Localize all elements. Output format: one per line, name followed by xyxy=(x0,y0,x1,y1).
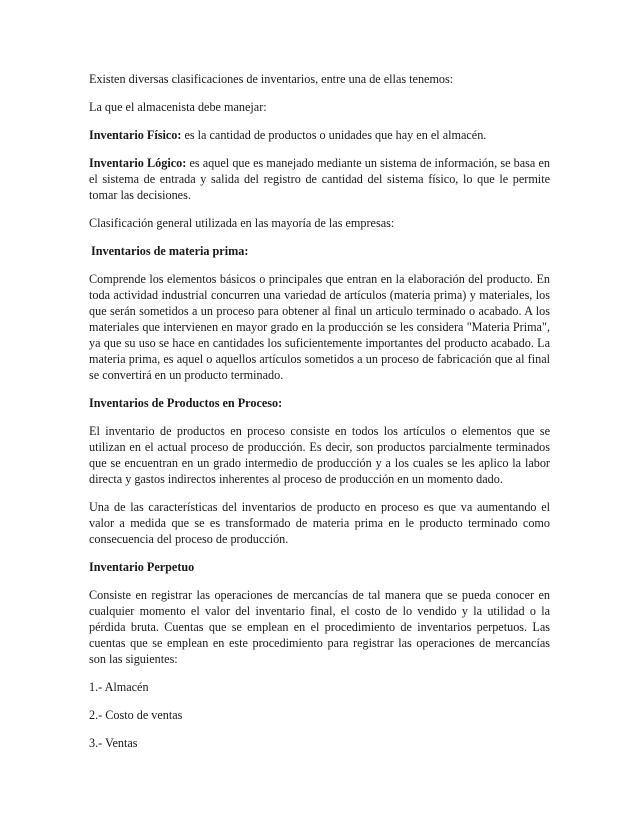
en-proceso-body-2: Una de las características del inventarios de producto en proceso es que va aumentando el valor a medida que se es transformado de materia prima en le producto terminado como consecuencia del proceso de producción. xyxy=(89,500,550,546)
en-proceso-heading: Inventarios de Productos en Proceso: xyxy=(89,396,283,410)
fisico-paragraph xyxy=(89,127,550,143)
fisico-text: es la cantidad de productos o unidades que hay en el almacén. xyxy=(181,128,487,142)
general-paragraph: Clasificación general utilizada en las mayoría de las empresas: xyxy=(89,216,395,230)
list-item: 2.- Costo de ventas xyxy=(89,708,183,722)
list-item: 1.- Almacén xyxy=(89,680,149,694)
manage-paragraph: La que el almacenista debe manejar: xyxy=(89,100,267,114)
materia-prima-body: Comprende los elementos básicos o principales que entran en la elaboración del producto. En toda actividad industrial concurren una variedad de artículos (materia prima) y materiales, los que serán sometidos a un proceso para obtener al final un articulo terminado o acabado. A los materiales que intervienen en mayor grado en la producción se les considera "Materia Prima", ya que su uso se hace en cantidades los suficientemente importantes del producto acabado. La materia prima, es aquel o aquellos artículos sometidos a un proceso de fabricación que al final se convertirá en un producto terminado. xyxy=(89,272,550,382)
logico-paragraph xyxy=(89,155,550,203)
perpetuo-body: Consiste en registrar las operaciones de mercancías de tal manera que se pueda conocer en cualquier momento el valor del inventario final, el costo de lo vendido y la utilidad o la pérdida bruta. Cuentas que se emplean en el procedimiento de inventarios perpetuos. Las cuentas que se emplean en este procedimiento para registrar las operaciones de mercancías son las siguientes: xyxy=(89,588,550,666)
logico-text: es aquel que es manejado mediante un sistema de información, se basa en el sistema de entrada y salida del registro de cantidad del sistema físico, lo que le permite tomar las decisiones. xyxy=(89,156,550,202)
en-proceso-body: El inventario de productos en proceso consiste en todos los artículos o elementos que se utilizan en el actual proceso de producción. Es decir, son productos parcialmente terminados que se encuentran en un grado intermedio de producción y a los cuales se les aplico la labor directa y gastos indirectos inherentes al proceso de producción en un momento dado. xyxy=(89,424,550,486)
intro-paragraph: Existen diversas clasificaciones de inventarios, entre una de ellas tenemos: xyxy=(89,72,454,86)
logico-label: Inventario Lógico: xyxy=(89,156,187,170)
list-item: 3.- Ventas xyxy=(89,736,138,750)
fisico-label: Inventario Físico: xyxy=(89,128,182,142)
materia-prima-heading: Inventarios de materia prima: xyxy=(91,244,249,258)
document-page xyxy=(89,71,550,763)
perpetuo-heading: Inventario Perpetuo xyxy=(89,560,195,574)
